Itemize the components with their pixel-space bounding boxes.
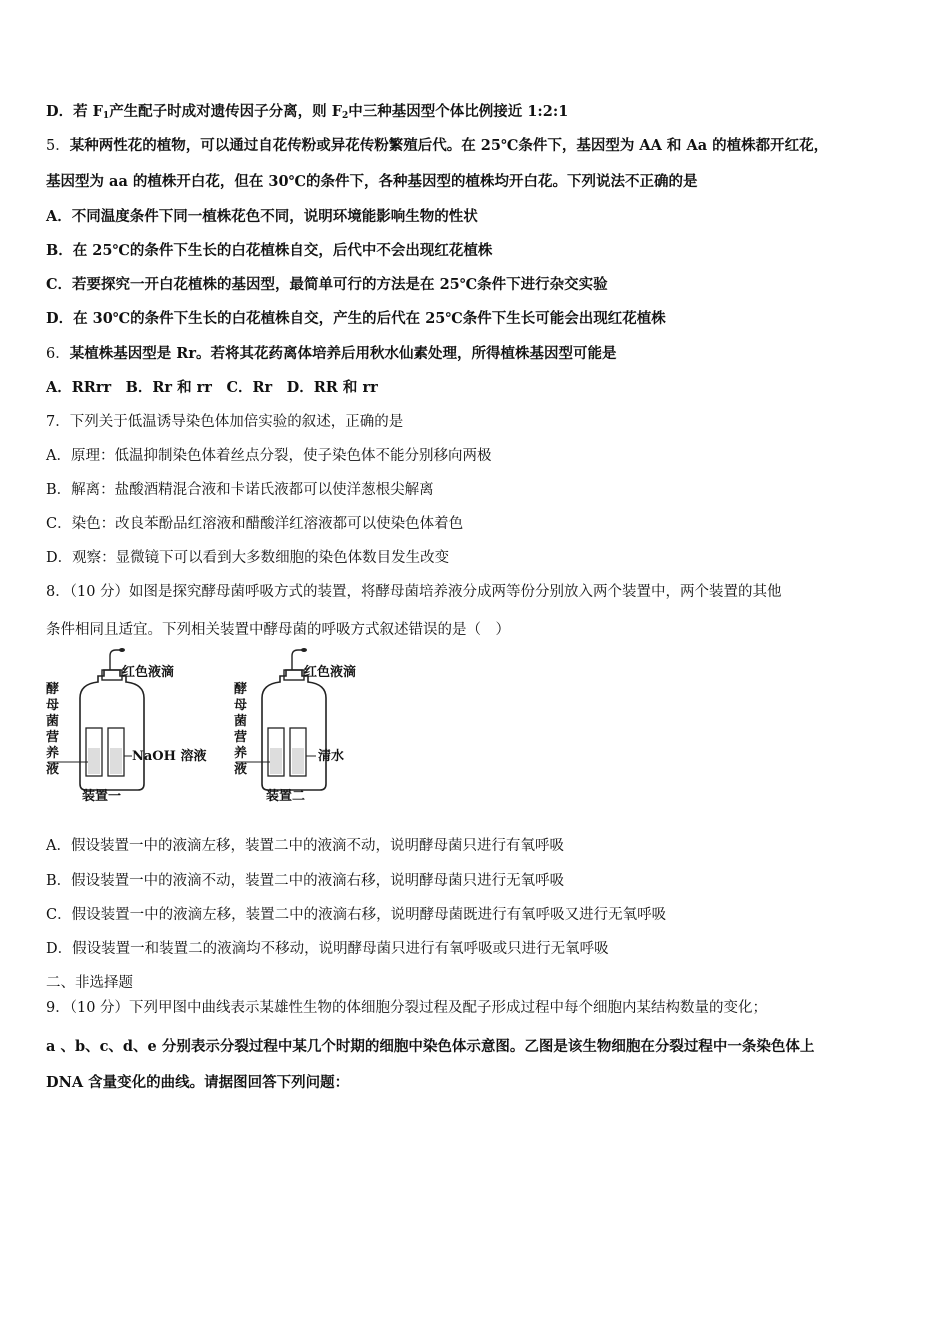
q8-stem1: 如图是探究酵母菌呼吸方式的装置，将酵母菌培养液分成两等份分别放入两个装置中，两个装置的其他	[129, 584, 782, 600]
side-char: 母	[46, 698, 60, 713]
side-char: 菌	[46, 714, 60, 729]
side-char: 母	[234, 698, 248, 713]
stopper	[102, 670, 122, 680]
subscript: 1	[102, 111, 110, 121]
q7-stem-text: 下列关于低温诱导染色体加倍实验的叙述，正确的是	[69, 414, 404, 430]
q6-stem-text: 某植株基因型是 Rr。若将其花药离体培养后用秋水仙素处理，所得植株基因型可能是	[69, 345, 617, 362]
q5-option-a: A．不同温度条件下同一植株花色不同，说明环境能影响生物的性状	[46, 208, 478, 225]
q8-stem-line1	[46, 582, 782, 602]
q5-stem-line1	[46, 136, 828, 156]
side-char: 酵	[46, 682, 60, 697]
q7-stem	[46, 412, 403, 432]
q6-options: A．RRrr B．Rr 和 rr C．Rr D．RR 和 rr	[46, 379, 378, 396]
side-char: 养	[46, 746, 60, 761]
q4-optd-prefix: D．若 F	[46, 103, 103, 120]
stopper	[284, 670, 304, 680]
q9-stem-line2: a 、b、c、d、e 分别表示分裂过程中某几个时期的细胞中染色体示意图。乙图是该生物细胞在分裂过程中一条染色体上	[46, 1038, 815, 1055]
water-label: 清水	[318, 749, 345, 764]
question-number: 9．	[46, 1000, 70, 1016]
device-two-caption: 装置二	[266, 789, 306, 804]
yeast-respiration-figure	[40, 648, 380, 808]
q8-option-a: A．假设装置一中的液滴左移，装置二中的液滴不动，说明酵母菌只进行有氧呼吸	[46, 838, 564, 854]
naoh-label: NaOH 溶液	[132, 749, 207, 764]
culture-liquid	[88, 748, 100, 774]
q9-stem-line3: DNA 含量变化的曲线。请据图回答下列问题：	[46, 1074, 350, 1091]
red-droplet	[119, 648, 125, 652]
question-number: 8．	[46, 584, 70, 600]
device-one-caption: 装置一	[82, 789, 122, 804]
q8-stem-line2: 条件相同且适宜。下列相关装置中酵母菌的呼吸方式叙述错误的是（ ）	[46, 622, 510, 638]
section-title: 二、非选择题	[46, 975, 133, 991]
q4-option-d	[46, 102, 568, 126]
side-char: 营	[46, 730, 60, 745]
question-score: （10 分）	[69, 584, 130, 600]
subscript: 2	[342, 111, 349, 121]
q8-option-c: C．假设装置一中的液滴左移，装置二中的液滴右移，说明酵母菌既进行有氧呼吸又进行无氧呼吸	[46, 907, 667, 923]
q5-option-b: B．在 25℃的条件下生长的白花植株自交，后代中不会出现红花植株	[46, 242, 493, 259]
side-char: 液	[46, 762, 60, 777]
solution-liquid	[110, 748, 122, 774]
question-number: 7．	[46, 414, 70, 430]
side-char: 菌	[234, 714, 248, 729]
question-score: （10 分）	[69, 1000, 130, 1016]
droplet-label: 红色液滴	[304, 665, 357, 680]
side-char: 营	[234, 730, 248, 745]
culture-liquid	[270, 748, 282, 774]
question-number: 5．	[46, 138, 70, 154]
question-number: 6．	[46, 346, 70, 362]
q5-option-c: C．若要探究一开白花植株的基因型，最简单可行的方法是在 25℃条件下进行杂交实验	[46, 276, 608, 293]
q7-option-c: C．染色：改良苯酚品红溶液和醋酸洋红溶液都可以使染色体着色	[46, 516, 464, 532]
q7-option-d: D．观察：显微镜下可以看到大多数细胞的染色体数目发生改变	[46, 550, 450, 566]
device-two	[234, 648, 356, 804]
q5-option-d: D．在 30℃的条件下生长的白花植株自交，产生的后代在 25℃条件下生长可能会出现红花植株	[46, 310, 666, 327]
side-char: 液	[234, 762, 248, 777]
q9-stem1: 下列甲图中曲线表示某雄性生物的体细胞分裂过程及配子形成过程中每个细胞内某结构数量的变化；	[129, 1000, 768, 1016]
q5-stem1: 某种两性花的植物，可以通过自花传粉或异花传粉繁殖后代。在 25℃条件下，基因型为 AA 和 Aa 的植株都开红花，	[69, 137, 829, 154]
side-char: 酵	[234, 682, 248, 697]
q4-optd-suffix: 中三种基因型个体比例接近 1:2:1	[348, 103, 569, 120]
side-label-device-two	[234, 681, 247, 777]
q5-stem-line2: 基因型为 aa 的植株开白花，但在 30℃的条件下，各种基因型的植株均开白花。下列说法不正确的是	[46, 173, 698, 190]
q7-option-b: B．解离：盐酸酒精混合液和卡诺氏液都可以使洋葱根尖解离	[46, 482, 434, 498]
side-char: 养	[234, 746, 248, 761]
q8-option-d: D．假设装置一和装置二的液滴均不移动，说明酵母菌只进行有氧呼吸或只进行无氧呼吸	[46, 941, 609, 957]
side-label-device-one	[46, 681, 59, 777]
device-one	[46, 648, 206, 804]
droplet-label: 红色液滴	[122, 665, 175, 680]
q6-stem	[46, 344, 616, 364]
q7-option-a: A．原理：低温抑制染色体着丝点分裂，使子染色体不能分别移向两极	[46, 448, 492, 464]
q4-optd-mid: 产生配子时成对遗传因子分离，则 F	[109, 103, 343, 120]
water-liquid	[292, 748, 304, 774]
red-droplet	[301, 648, 307, 652]
q8-option-b: B．假设装置一中的液滴不动，装置二中的液滴右移，说明酵母菌只进行无氧呼吸	[46, 873, 565, 889]
q9-stem-line1	[46, 998, 767, 1018]
